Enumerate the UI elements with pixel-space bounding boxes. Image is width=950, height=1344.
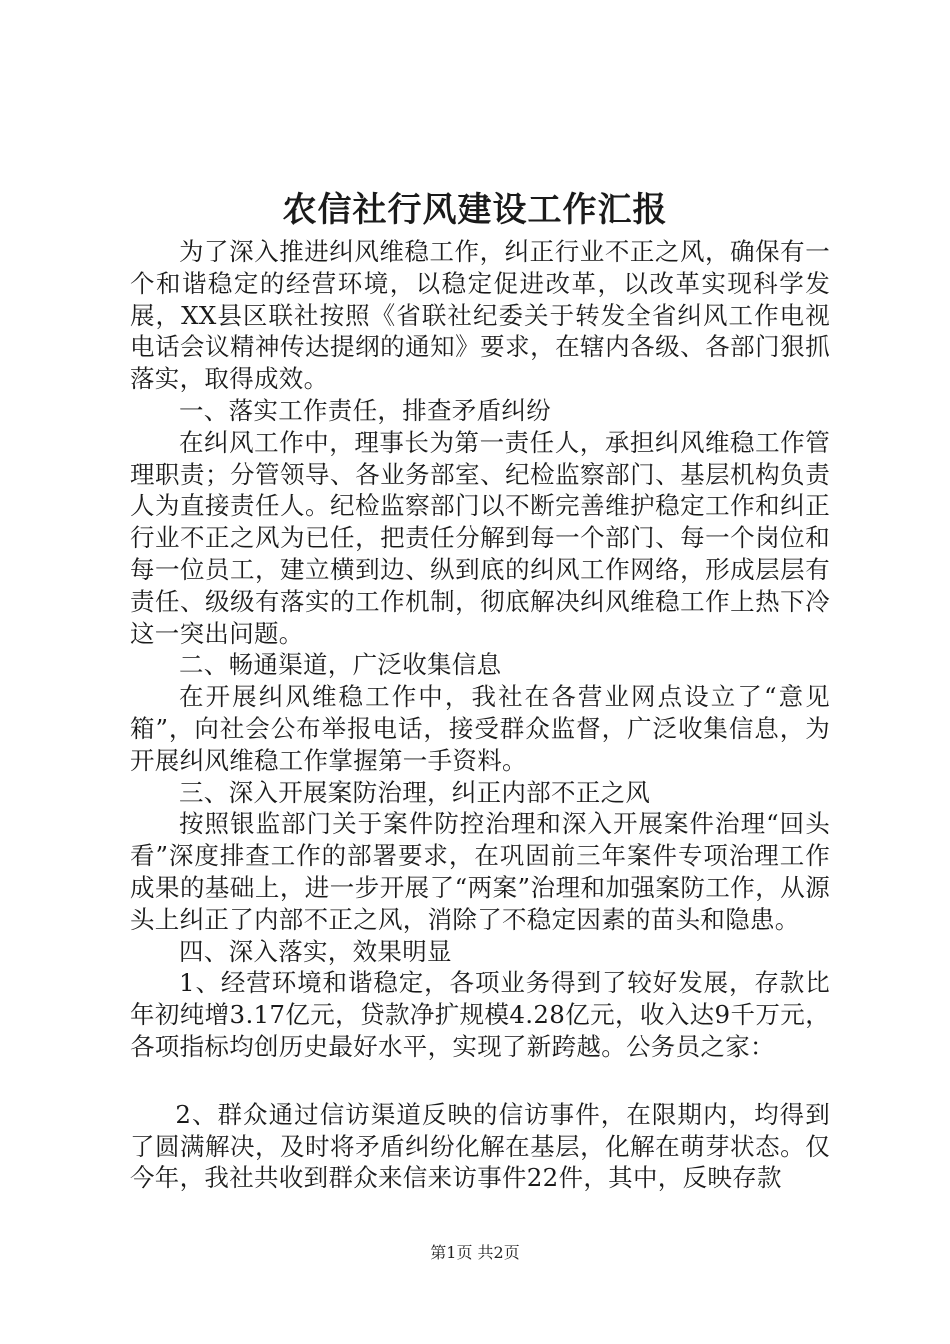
paragraph-item-1: 1、经营环境和谐稳定，各项业务得到了较好发展，存款比年初纯增3.17亿元，贷款净扩规模4.28亿元，收入达9千万元，各项指标均创历史最好水平，实现了新跨越。公务员之家： (130, 968, 830, 1061)
paragraph-section-3: 按照银监部门关于案件防控治理和深入开展案件治理“回头看”深度排查工作的部署要求，在巩固前三年案件专项治理工作成果的基础上，进一步开展了“两案”治理和加强案防工作，从源头上纠正了内部不正之风，消除了不稳定因素的苗头和隐患。 (130, 809, 831, 934)
paragraph-intro: 为了深入推进纠风维稳工作，纠正行业不正之风，确保有一个和谐稳定的经营环境，以稳定促进改革，以改革实现科学发展，XX县区联社按照《省联社纪委关于转发全省纠风工作电视电话会议精神传达提纲的通知》要求，在辖内各级、各部门狠抓落实，取得成效。 (130, 237, 830, 394)
section-heading-2: 二、畅通渠道，广泛收集信息 (179, 650, 502, 680)
paragraph-item-2: 2、群众通过信访渠道反映的信访事件，在限期内，均得到了圆满解决，及时将矛盾纠纷化解在基层，化解在萌芽状态。仅今年，我社共收到群众来信来访事件22件，其中，反映存款 (130, 1099, 830, 1193)
section-heading-4: 四、深入落实，效果明显 (179, 936, 452, 966)
paragraph-section-2: 在开展纠风维稳工作中，我社在各营业网点设立了“意见箱”，向社会公布举报电话，接受群众监督，广泛收集信息，为开展纠风维稳工作掌握第一手资料。 (130, 682, 831, 775)
paragraph-gap (130, 1063, 830, 1099)
paragraph-section-1: 在纠风工作中，理事长为第一责任人，承担纠风维稳工作管理职责；分管领导、各业务部室、纪检监察部门、基层机构负责人为直接责任人。纪检监察部门以不断完善维护稳定工作和纠正行业不正之风为已任，把责任分解到每一个部门、每一个岗位和每一位员工，建立横到边、纵到底的纠风工作网络，形成层层有责任、级级有落实的工作机制，彻底解决纠风维稳工作上热下冷这一突出问题。 (130, 427, 830, 648)
section-heading-3: 三、深入开展案防治理，纠正内部不正之风 (179, 777, 651, 807)
document-title: 农信社行风建设工作汇报 (282, 190, 668, 230)
section-heading-1: 一、落实工作责任，排查矛盾纠纷 (179, 395, 551, 425)
page-footer: 第1页 共2页 (430, 1243, 520, 1262)
document-body (130, 236, 830, 1194)
